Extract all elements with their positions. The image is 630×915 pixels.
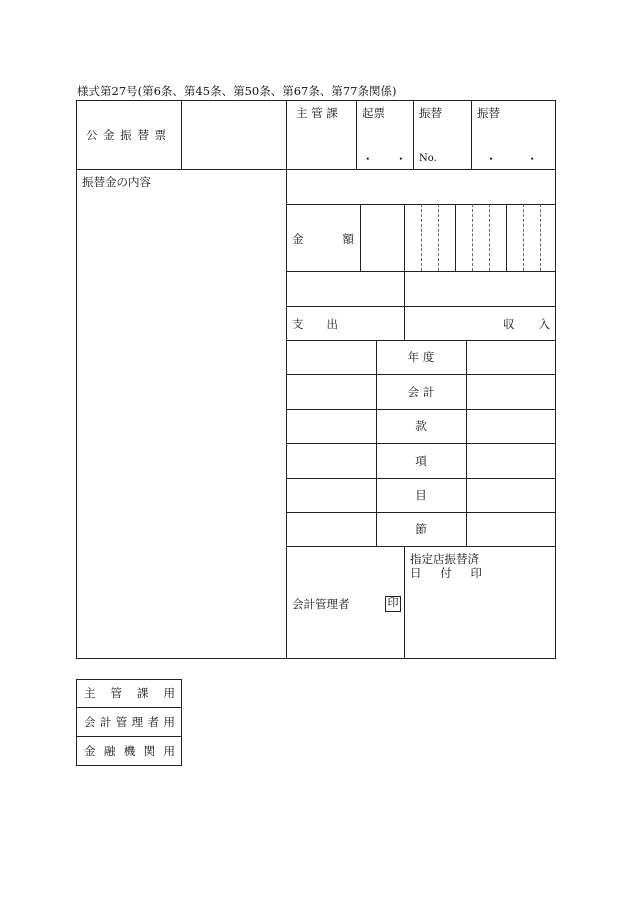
copy-char: 関 [143, 744, 156, 758]
row-label-item: 項 [415, 454, 427, 468]
copy-char: 用 [163, 744, 175, 758]
copy-char: 金 [84, 744, 96, 758]
expense-label-char: 出 [326, 317, 338, 331]
digit-tick [540, 204, 541, 271]
amount-label-char: 額 [342, 232, 354, 246]
row-label-subitem: 目 [415, 488, 427, 502]
approver-section-label: 主 管 課 [296, 106, 338, 120]
copy-char: 者 [147, 715, 160, 729]
divider-title-right [181, 100, 182, 169]
copy-divider [76, 736, 182, 737]
digit-tick [489, 204, 490, 271]
divider-header-3 [471, 100, 472, 169]
seal-mark: 印 [385, 596, 401, 612]
divider-grid-top [286, 340, 556, 341]
divider-amount-label [360, 204, 361, 271]
copy-label-department [84, 686, 175, 700]
number-mark: No. [419, 153, 437, 164]
row-label-section: 款 [415, 419, 427, 433]
accounting-manager-label: 会計管理者 [292, 597, 350, 611]
copy-char: 管 [115, 715, 128, 729]
bank-stamp-char: 印 [470, 566, 482, 580]
row-label-account: 会 計 [407, 385, 435, 399]
amount-label [292, 232, 354, 246]
copy-label-accounting-manager [84, 715, 175, 729]
copy-char: 用 [163, 686, 175, 700]
divider-under-header [76, 169, 556, 170]
form-title: 公 金 振 替 票 [86, 128, 168, 142]
divider-grid-row [286, 374, 556, 375]
bank-stamp-line1: 指定店振替済 [410, 552, 479, 566]
row-label-node: 節 [415, 522, 427, 536]
copy-char: 主 [84, 686, 96, 700]
digit-tick [438, 204, 439, 271]
copy-divider [76, 707, 182, 708]
digit-group-2 [506, 204, 507, 271]
copy-char: 課 [137, 686, 149, 700]
divider-grid-bottom [286, 546, 556, 547]
copy-char: 管 [110, 686, 122, 700]
digit-group-1 [455, 204, 456, 271]
digit-tick [472, 204, 473, 271]
expense-label-char: 支 [292, 317, 304, 331]
divider-left-column [286, 100, 287, 659]
divider-bottom-section [404, 546, 405, 659]
copy-label-bank [84, 744, 175, 758]
row-label-fiscal-year: 年 度 [407, 350, 435, 364]
income-label-char: 収 [503, 317, 515, 331]
copy-char: 会 [84, 715, 96, 729]
copy-char: 理 [131, 715, 144, 729]
divider-grid-row [286, 512, 556, 513]
issue-date-label: 起票 [362, 106, 385, 120]
expense-label [292, 317, 338, 331]
divider-grid-row [286, 478, 556, 479]
amount-label-char: 金 [292, 232, 304, 246]
digit-tick [523, 204, 524, 271]
form-number-header: 様式第27号(第6条、第45条、第50条、第67条、第77条関係) [77, 84, 397, 98]
copy-char: 融 [103, 744, 116, 758]
divider-expense-top [286, 306, 556, 307]
income-label [503, 317, 550, 331]
divider-header-1 [356, 100, 357, 169]
divider-grid-row [286, 409, 556, 410]
copy-char: 機 [123, 744, 136, 758]
divider-amount-box [404, 204, 405, 271]
divider-header-2 [413, 100, 414, 169]
bank-stamp-char: 付 [440, 566, 452, 580]
bank-stamp-char: 日 [410, 566, 422, 580]
income-label-char: 入 [538, 317, 550, 331]
issue-date-dots: ・ ・ [362, 152, 407, 166]
digit-tick [421, 204, 422, 271]
transfer-content-label: 振替金の内容 [82, 175, 151, 189]
divider-grid-row [286, 443, 556, 444]
bank-stamp-line2 [410, 566, 482, 580]
transfer-label: 振替 [419, 106, 442, 120]
transfer-date-dots: ・ ・ [485, 152, 538, 166]
copy-char: 用 [163, 715, 175, 729]
copy-char: 計 [99, 715, 112, 729]
divider-amount-bottom [286, 271, 556, 272]
transfer-date-label: 振替 [477, 106, 500, 120]
